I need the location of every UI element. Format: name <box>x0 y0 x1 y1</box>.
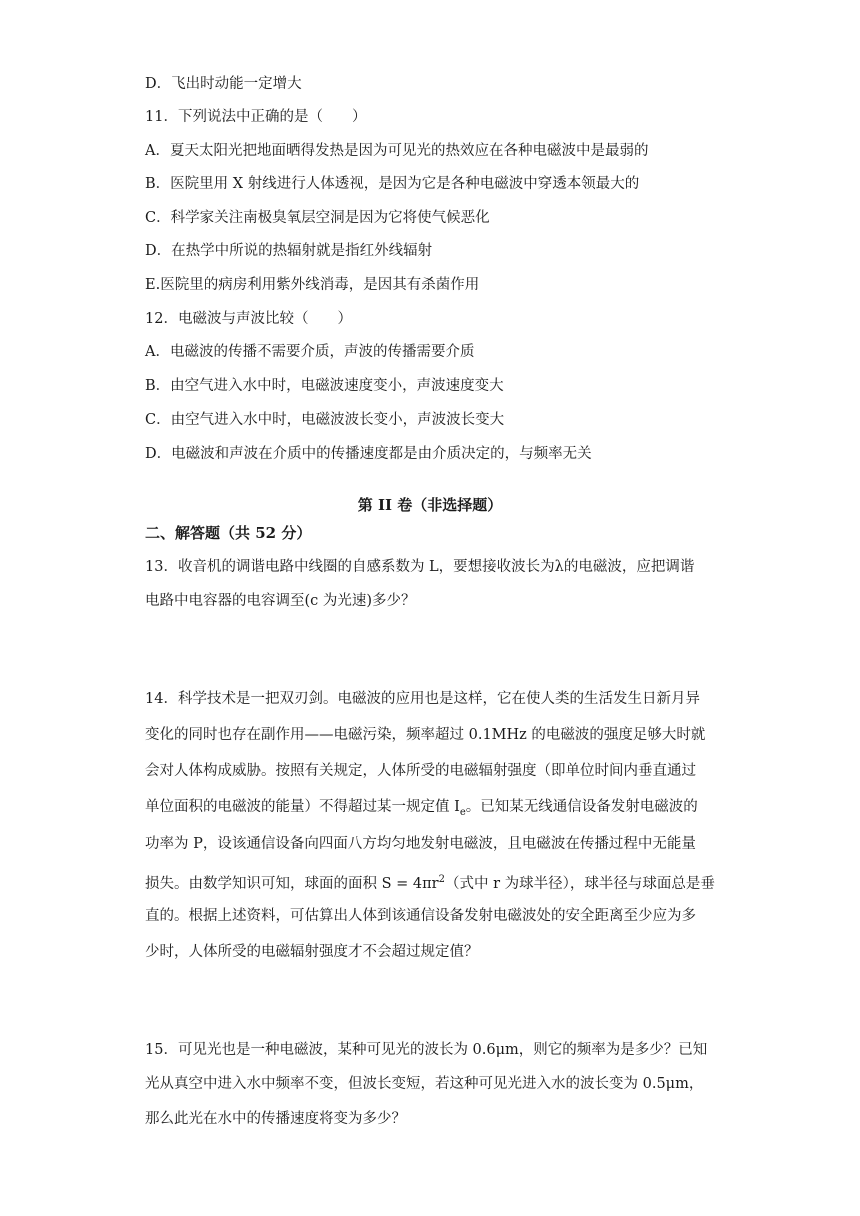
q14-line-4 <box>145 797 698 823</box>
q11-option-c: C．科学家关注南极臭氧层空洞是因为它将使气候恶化 <box>145 210 490 226</box>
q15-line-3: 那么此光在水中的传播速度将变为多少？ <box>145 1111 406 1127</box>
q14-line-6-text: 损失。由数学知识可知，球面的面积 S = 4πr <box>145 875 439 892</box>
q14-line-2: 变化的同时也存在副作用——电磁污染，频率超过 0.1MHz 的电磁波的强度足够大时就 <box>145 727 706 743</box>
q14-line-4-text: 单位面积的电磁波的能量）不得超过某一规定值 I <box>145 799 460 815</box>
q14-line-6 <box>145 870 715 894</box>
q15-line-2: 光从真空中进入水中频率不变，但波长变短，若这种可见光进入水的波长变为 0.5μm， <box>145 1076 704 1092</box>
volume-title: 第 II 卷（非选择题） <box>357 496 503 514</box>
q14-line-8: 少时，人体所受的电磁辐射强度才不会超过规定值？ <box>145 944 479 960</box>
q14-subscript-e: e <box>459 806 466 818</box>
q15-line-1: 15．可见光也是一种电磁波，某种可见光的波长为 0.6μm，则它的频率为是多少？已知 <box>145 1042 708 1058</box>
q10-option-d: D．飞出时动能一定增大 <box>145 76 302 92</box>
q12-option-b: B．由空气进入水中时，电磁波速度变小，声波速度变大 <box>145 378 504 394</box>
part-title: 二、解答题（共 52 分） <box>145 524 312 542</box>
q13-line-1: 13．收音机的调谐电路中线圈的自感系数为 L，要想接收波长为λ的电磁波，应把调谐 <box>145 559 695 575</box>
q11-option-d: D．在热学中所说的热辐射就是指红外线辐射 <box>145 243 433 259</box>
q11-option-e: E.医院里的病房利用紫外线消毒，是因其有杀菌作用 <box>145 277 480 293</box>
q14-superscript-2: 2 <box>438 874 445 885</box>
q12-stem: 12．电磁波与声波比较（ ） <box>145 311 352 327</box>
q11-option-b: B．医院里用 X 射线进行人体透视，是因为它是各种电磁波中穿透本领最大的 <box>145 176 640 192</box>
q12-option-a: A．电磁波的传播不需要介质，声波的传播需要介质 <box>145 344 475 360</box>
q12-option-d: D．电磁波和声波在介质中的传播速度都是由介质决定的，与频率无关 <box>145 446 592 462</box>
q13-line-2: 电路中电容器的电容调至(c 为光速)多少？ <box>145 593 416 609</box>
q12-option-c: C．由空气进入水中时，电磁波波长变小，声波波长变大 <box>145 412 505 428</box>
q11-stem: 11．下列说法中正确的是（ ） <box>145 109 367 125</box>
q14-line-6-tail: （式中 r 为球半径），球半径与球面总是垂 <box>444 875 715 892</box>
q14-line-7: 直的。根据上述资料，可估算出人体到该通信设备发射电磁波处的安全距离至少应为多 <box>145 908 696 924</box>
q14-line-1: 14．科学技术是一把双刃剑。电磁波的应用也是这样，它在使人类的生活发生日新月异 <box>145 691 700 707</box>
q14-line-4-tail: 。已知某无线通信设备发射电磁波的 <box>465 799 698 815</box>
q14-line-5: 功率为 P，设该通信设备向四面八方均匀地发射电磁波，且电磁波在传播过程中无能量 <box>145 836 696 852</box>
q14-line-3: 会对人体构成威胁。按照有关规定，人体所受的电磁辐射强度（即单位时间内垂直通过 <box>145 763 696 779</box>
q11-option-a: A．夏天太阳光把地面晒得发热是因为可见光的热效应在各种电磁波中是最弱的 <box>145 143 649 159</box>
